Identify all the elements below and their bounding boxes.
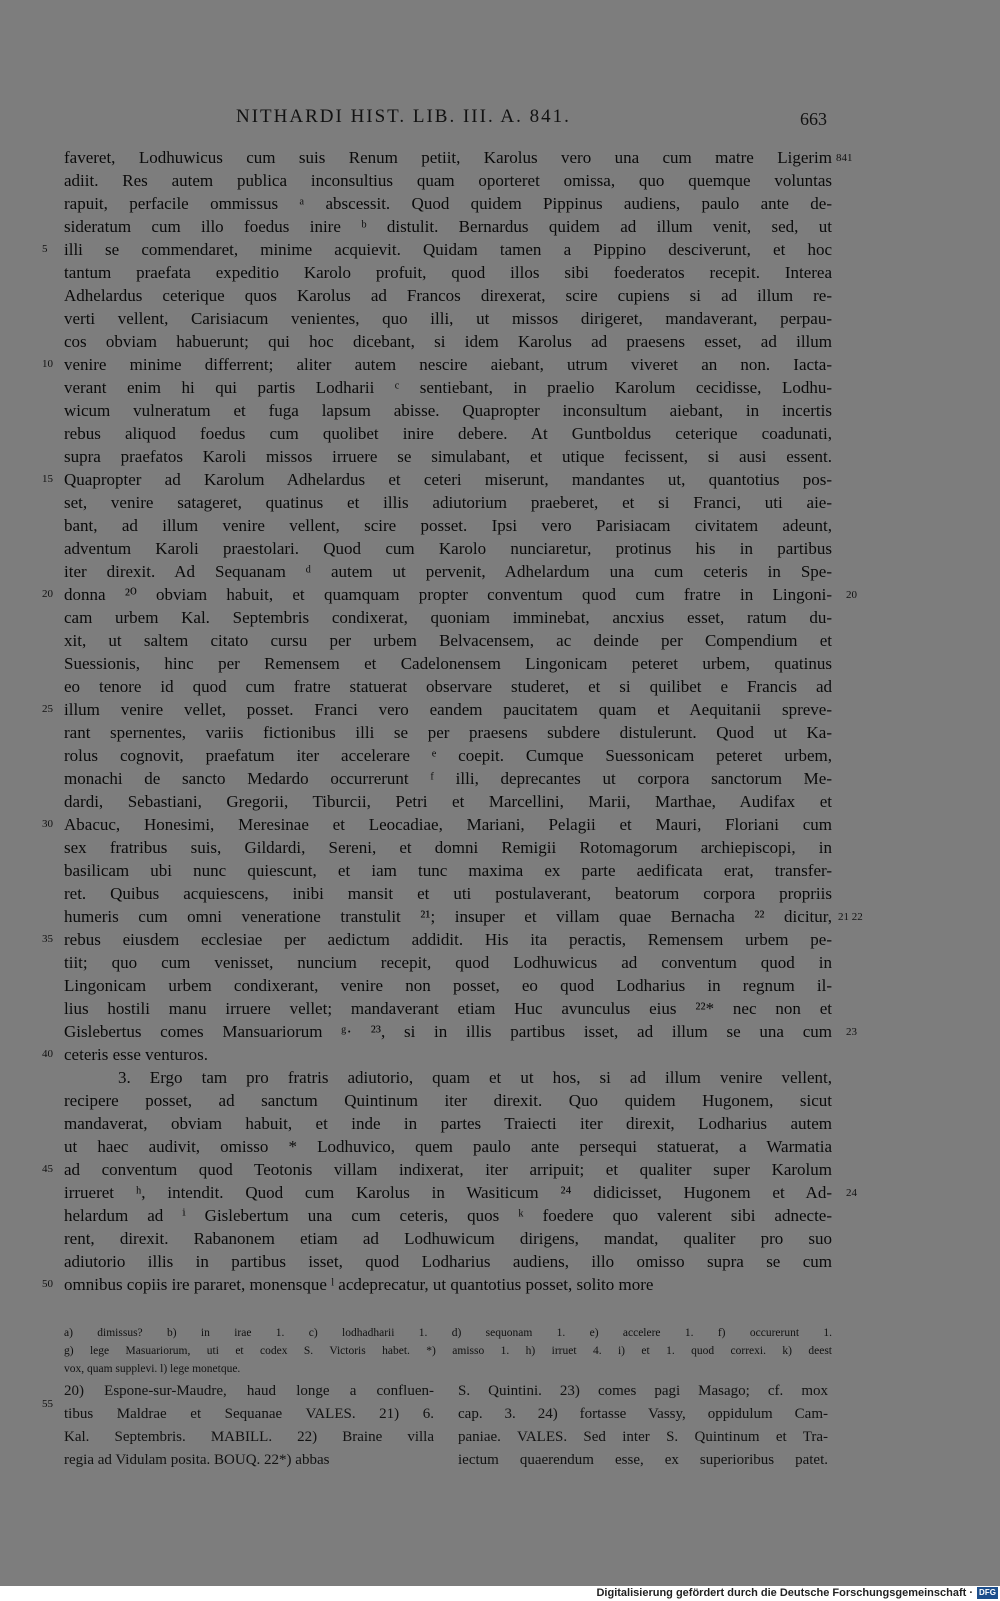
page-number: 663 — [800, 109, 827, 129]
text-line: wicum vulneratum et fuga lapsum abisse. Quapropter inconsultum aiebant, in incertis — [64, 401, 832, 420]
text-line: helardum ad ⁱ Gislebertum una cum ceteris, quos ᵏ foedere quo valerent sibi adnecte- — [64, 1206, 832, 1225]
text-line: 3. Ergo tam pro fratris adiutorio, quam et ut hos, si ad illum venire vellent, — [118, 1068, 832, 1087]
margin-note: 20 — [846, 589, 857, 601]
margin-note: 23 — [846, 1026, 857, 1038]
text-line: tantum praefata expeditio Karolo profuit, quod illos sibi foederatos recepit. Interea — [64, 263, 832, 282]
text-line: tiit; quo cum venisset, nuncium recepit, quod Lodhuwicus ad conventum quod in — [64, 953, 832, 972]
text-line: ret. Quibus acquiescens, inibi mansit et uti postulaverant, beatorum corpora propriis — [64, 884, 832, 903]
text-line: Suessionis, hinc per Remensem et Cadelonensem Lingonicam peteret urbem, quatinus — [64, 654, 832, 673]
text-line: cos obviam habuerunt; qui hoc dicebant, si idem Karolus ad praesens esset, ad illum — [64, 332, 832, 351]
footnote-left: regia ad Vidulam posita. BOUQ. 22*) abbas — [64, 1452, 330, 1468]
footnote-right: paniae. VALES. Sed inter S. Quintinum et Tra- — [458, 1429, 828, 1445]
text-line: eo tenore id quod cum fratre statuerat observare studeret, et si quilibet e Francis ad — [64, 677, 832, 696]
text-line: faveret, Lodhuwicus cum suis Renum petiit, Karolus vero una cum matre Ligerim — [64, 148, 832, 167]
text-line: lius hostili manu irruere vellet; mandaverant etiam Huc avunculus eius ²²* nec non et — [64, 999, 832, 1018]
text-line: monachi de sancto Medardo occurrerunt ᶠ illi, deprecantes ut corpora sanctorum Me- — [64, 769, 832, 788]
text-line: adiutorio illis in partibus isset, quod Lodharius audiens, illo omisso supra se cum — [64, 1252, 832, 1271]
text-line: verti vellent, Carisiacum venientes, quo illi, ut missos dirigeret, mandaverant, perpau- — [64, 309, 832, 328]
text-line: rent, direxit. Rabanonem etiam ad Lodhuwicum dirigens, mandat, qualiter pro suo — [64, 1229, 832, 1248]
footnote-left: tibus Maldrae et Sequanae VALES. 21) 6. — [64, 1406, 434, 1422]
text-line: illi se commendaret, minime acquievit. Quidam tamen a Pippino desciverunt, et hoc — [64, 240, 832, 259]
margin-note: 24 — [846, 1187, 857, 1199]
text-line: verant enim hi qui partis Lodharii ᶜ sentiebant, in praelio Karolum cecidisse, Lodhu- — [64, 378, 832, 397]
text-line: adiit. Res autem publica inconsultius quam oporteret omissa, quo quemque voluntas — [64, 171, 832, 190]
text-line: Gislebertus comes Mansuariorum ᵍ· ²³, si in illis partibus isset, ad illum se una cum — [64, 1022, 832, 1041]
text-line: dardi, Sebastiani, Gregorii, Tiburcii, Petri et Marcellini, Marii, Marthae, Audifax et — [64, 792, 832, 811]
text-line: sideratum cum illo foedus inire ᵇ distulit. Bernardus quidem ad illum venit, sed, ut — [64, 217, 832, 236]
footnote-right: cap. 3. 24) fortasse Vassy, oppidulum Cam- — [458, 1406, 828, 1422]
text-line: rapuit, perfacile ommissus ᵃ abscessit. Quod quidem Pippinus audiens, paulo ante de- — [64, 194, 832, 213]
text-line: donna ²⁰ obviam habuit, et quamquam propter conventum quod cum fratre in Lingoni- — [64, 585, 832, 604]
line-number: 15 — [42, 473, 53, 485]
footnote-line: g) lege Masuariorum, uti et codex S. Victoris habet. *) amisso 1. h) irruet 4. i) et 1. quod correxi. k) deest — [64, 1345, 832, 1357]
text-line: ad conventum quod Teotonis villam indixerat, iter arripuit; et qualiter super Karolum — [64, 1160, 832, 1179]
text-line: set, venire satageret, quatinus et illis adiutorium praeberet, et si Franci, uti aie- — [64, 493, 832, 512]
funding-credit: Digitalisierung gefördert durch die Deutsche Forschungsgemeinschaft · — [596, 1587, 973, 1599]
text-line: rolus cognovit, praefatum iter accelerare ᵉ coepit. Cumque Suessonicam peteret urbem, — [64, 746, 832, 765]
text-line: ut haec audivit, omisso * Lodhuvico, quem paulo ante persequi statuerat, a Warmatia — [64, 1137, 832, 1156]
text-line: Abacuc, Honesimi, Meresinae et Leocadiae, Mariani, Pelagii et Mauri, Floriani cum — [64, 815, 832, 834]
text-line: rebus aliquod foedus cum quolibet inire debere. At Guntboldus ceterique coadunati, — [64, 424, 832, 443]
text-line: ceteris esse venturos. — [64, 1045, 208, 1064]
margin-note: 21 22 — [838, 911, 863, 923]
text-line: illum venire vellet, posset. Franci vero eandem paucitatem quam et Aequitanii spreve- — [64, 700, 832, 719]
dfg-logo: DFG — [977, 1587, 998, 1599]
text-line: venire minime differrent; aliter autem nescire aiebant, utrum viveret an non. Iacta- — [64, 355, 832, 374]
footnote-right: S. Quintini. 23) comes pagi Masago; cf. mox — [458, 1383, 828, 1399]
text-line: rant spernentes, variis fictionibus illi se per praesens subdere distulerunt. Quod ut Ka- — [64, 723, 832, 742]
text-line: supra praefatos Karoli missos irruere se simulabant, et utique fecissent, si ausi essent. — [64, 447, 832, 466]
text-line: rebus eiusdem ecclesiae per aedictum addidit. His ita peractis, Remensem urbem pe- — [64, 930, 832, 949]
text-line: Adhelardus ceterique quos Karolus ad Francos direxerat, scire cupiens si ad illum re- — [64, 286, 832, 305]
line-number: 20 — [42, 588, 53, 600]
running-title: NITHARDI HIST. LIB. III. A. 841. — [236, 106, 571, 127]
line-number: 5 — [42, 243, 48, 255]
text-line: adventum Karoli praestolari. Quod cum Karolo nunciaretur, protinus his in partibus — [64, 539, 832, 558]
text-line: omnibus copiis ire pararet, monensque ˡ acdeprecatur, ut quantotius posset, solito more — [64, 1275, 654, 1294]
text-line: sex fratribus suis, Gildardi, Sereni, et domni Remigii Rotomagorum archiepiscopi, in — [64, 838, 832, 857]
line-number: 30 — [42, 818, 53, 830]
text-line: cam urbem Kal. Septembris condixerat, quoniam imminebat, ancxius esset, ratum du- — [64, 608, 832, 627]
line-number: 10 — [42, 358, 53, 370]
text-line: Quapropter ad Karolum Adhelardus et ceteri miserunt, mandantes ut, quantotius pos- — [64, 470, 832, 489]
footnote-left: 20) Espone-sur-Maudre, haud longe a confluen- — [64, 1383, 434, 1399]
line-number: 25 — [42, 703, 53, 715]
credit-bar — [0, 1586, 1000, 1601]
text-line: recipere posset, ad sanctum Quintinum iter direxit. Quo quidem Hugonem, sicut — [64, 1091, 832, 1110]
footnote-right: iectum quaerendum esse, ex superioribus patet. — [458, 1452, 828, 1468]
footnote-left: Kal. Septembris. MABILL. 22) Braine villa — [64, 1429, 434, 1445]
text-line: mandaverat, obviam habuit, et inde in partes Traiecti iter direxit, Lodharius autem — [64, 1114, 832, 1133]
line-number: 40 — [42, 1048, 53, 1060]
line-number: 45 — [42, 1163, 53, 1175]
text-line: iter direxit. Ad Sequanam ᵈ autem ut pervenit, Adhelardum una cum ceteris in Spe- — [64, 562, 832, 581]
line-number: 55 — [42, 1398, 53, 1410]
footnote-line: a) dimissus? b) in irae 1. c) lodhadharii 1. d) sequonam 1. e) accelere 1. f) occurerunt 1. — [64, 1327, 832, 1339]
line-number: 35 — [42, 933, 53, 945]
footnote-line: vox, quam supplevi. l) lege monetque. — [64, 1363, 241, 1375]
text-line: irrueret ʰ, intendit. Quod cum Karolus in Wasiticum ²⁴ didicisset, Hugonem et Ad- — [64, 1183, 832, 1202]
margin-note: 841 — [836, 152, 853, 164]
text-line: bant, ad illum venire vellent, scire posset. Ipsi vero Parisiacam civitatem adeunt, — [64, 516, 832, 535]
text-line: basilicam ubi nunc quiescunt, et iam tunc maxima ex parte aedificata erat, transfer- — [64, 861, 832, 880]
text-line: Lingonicam urbem condixerant, venire non posset, eo quod Lodharius in regnum il- — [64, 976, 832, 995]
text-line: xit, ut saltem citato cursu per urbem Belvacensem, ac deinde per Compendium et — [64, 631, 832, 650]
text-line: humeris cum omni veneratione transtulit ²¹; insuper et villam quae Bernacha ²² dicitur, — [64, 907, 832, 926]
line-number: 50 — [42, 1278, 53, 1290]
